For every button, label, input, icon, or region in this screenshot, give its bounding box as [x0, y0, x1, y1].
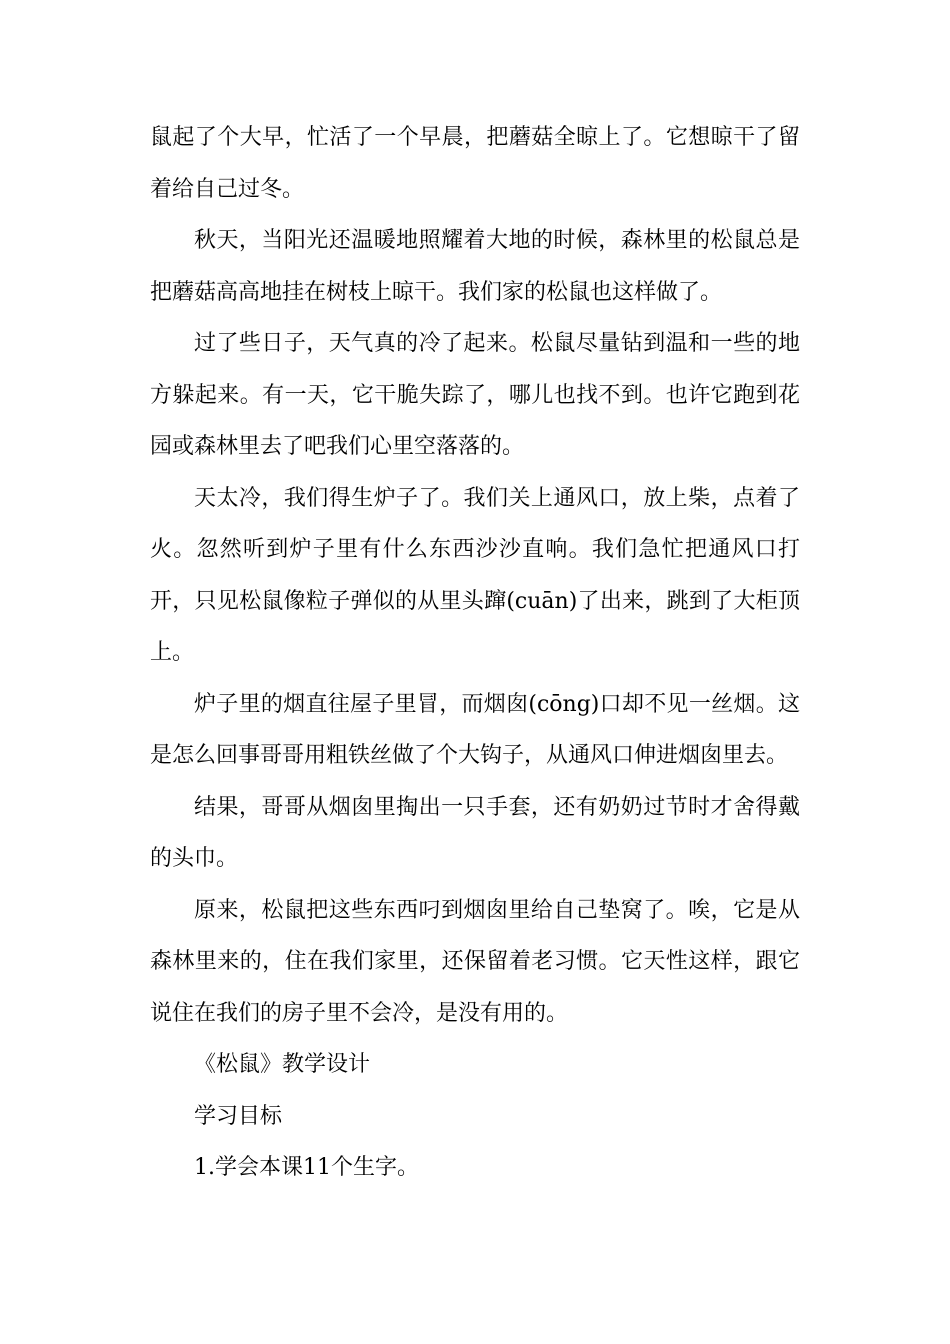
- paragraph-4: 天太冷，我们得生炉子了。我们关上通风口，放上柴，点着了火。忽然听到炉子里有什么东西沙沙直响。我们急忙把通风口打开，只见松鼠像粒子弹似的从里头蹿(cuān)了出来，跳到了大柜顶上。: [150, 485, 800, 665]
- paragraph-1: 鼠起了个大早，忙活了一个早晨，把蘑菇全晾上了。它想晾干了留着给自己过冬。: [150, 125, 800, 202]
- list-item-goal-1: 1.学会本课11个生字。: [194, 1155, 419, 1180]
- paragraph-2: 秋天，当阳光还温暖地照耀着大地的时候，森林里的松鼠总是把蘑菇高高地挂在树枝上晾干。我们家的松鼠也这样做了。: [150, 228, 800, 305]
- paragraph-6: 结果，哥哥从烟囱里掏出一只手套，还有奶奶过节时才舍得戴的头巾。: [150, 794, 800, 871]
- paragraph-3: 过了些日子，天气真的冷了起来。松鼠尽量钻到温和一些的地方躲起来。有一天，它干脆失踪了，哪儿也找不到。也许它跑到花园或森林里去了吧我们心里空落落的。: [150, 331, 800, 459]
- paragraph-7: 原来，松鼠把这些东西叼到烟囱里给自己垫窝了。唉，它是从森林里来的，住在我们家里，还保留着老习惯。它天性这样，跟它说住在我们的房子里不会冷，是没有用的。: [150, 897, 800, 1026]
- section-title: 《松鼠》教学设计: [194, 1052, 371, 1077]
- section-heading-learning-goals: 学习目标: [194, 1103, 283, 1129]
- document-body: [150, 112, 800, 1194]
- paragraph-5: 炉子里的烟直往屋子里冒，而烟囱(cōng)口却不见一丝烟。这是怎么回事哥哥用粗铁丝做了个大钩子，从通风口伸进烟囱里去。: [150, 691, 800, 768]
